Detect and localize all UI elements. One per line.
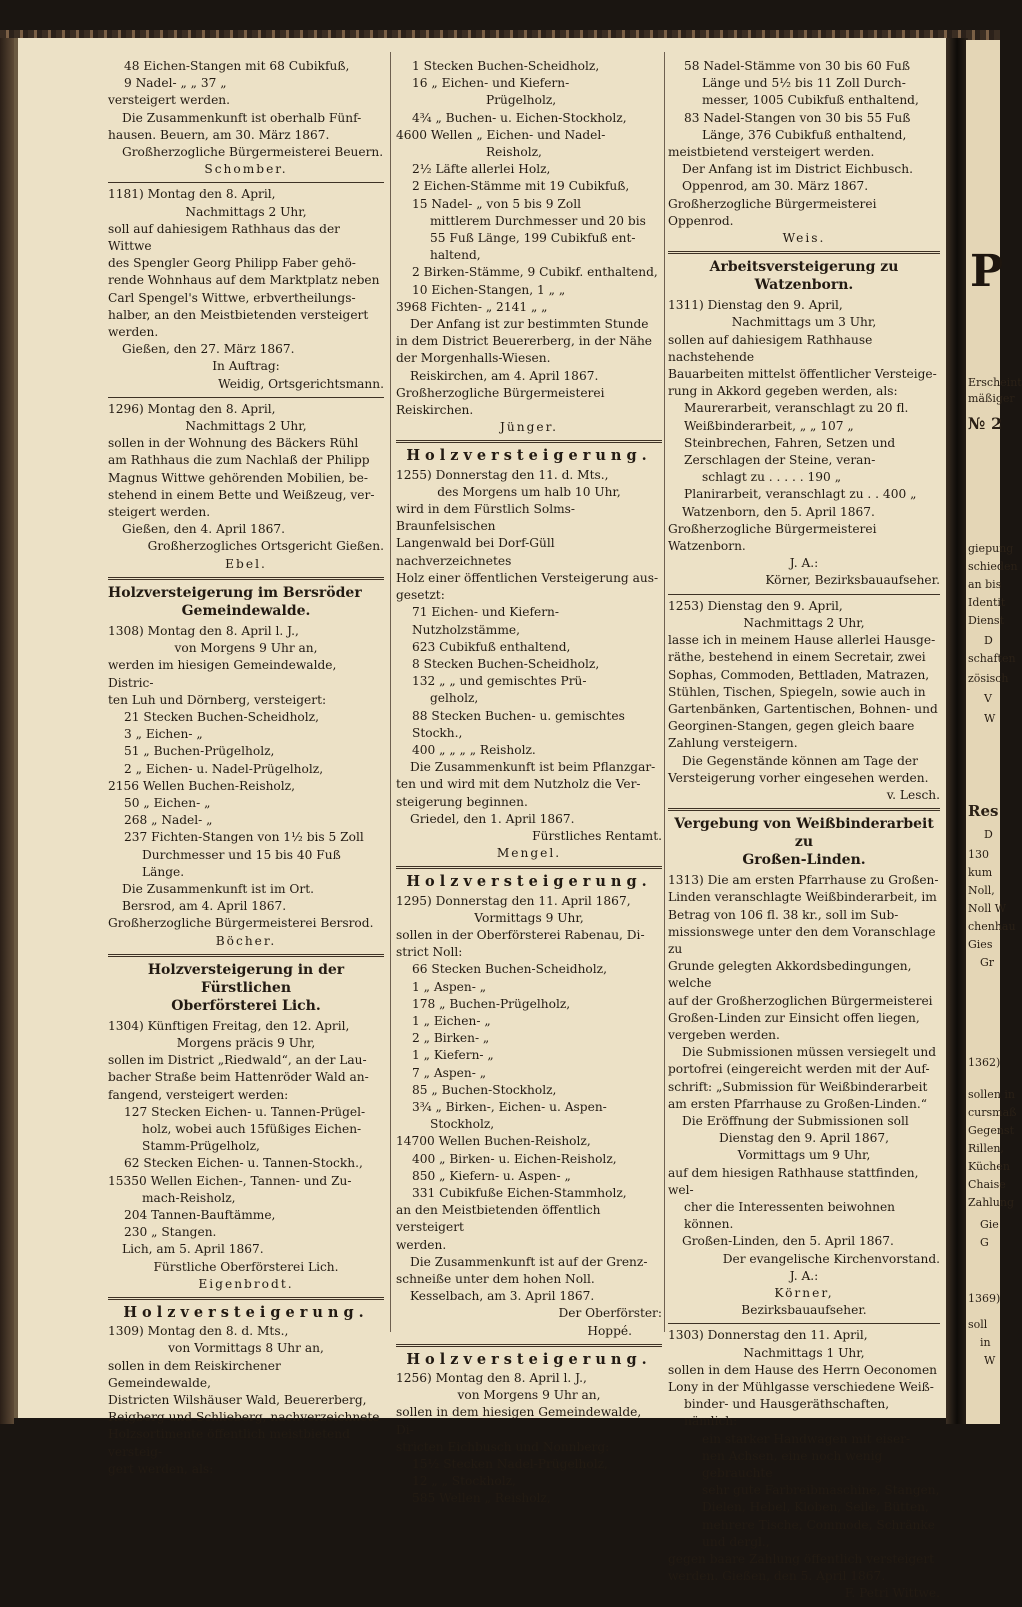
facing-page-fragment xyxy=(966,40,1022,1424)
text-line: Großherzogliche Bürgermeisterei Bersrod. xyxy=(108,916,374,931)
text-line: Großherzogliche Bürgermeisterei Watzenborn. xyxy=(668,521,877,554)
text-line: Georginen-Stangen, gegen gleich baare xyxy=(668,719,915,734)
list-item: Stockholz, xyxy=(430,1117,495,1132)
text-line: Morgens präcis 9 Uhr, xyxy=(176,1035,316,1050)
text-line: von Vormittags 8 Uhr an, xyxy=(168,1341,324,1356)
text-line: Grunde gelegten Akkordsbedingungen, welche xyxy=(668,959,912,991)
text-line: portofrei (eingereicht werden mit der Auf- xyxy=(668,1062,930,1077)
list-item: 62 Stecken Eichen- u. Tannen-Stockh., xyxy=(124,1156,363,1171)
text-line: Nachmittags 1 Uhr, xyxy=(743,1345,865,1360)
fragment-text: Gr xyxy=(980,956,995,969)
notice-1256 xyxy=(396,1351,662,1508)
text-line: Lich, am 5. April 1867. xyxy=(122,1242,264,1257)
list-item: 55 Fuß Länge, 199 Cubikfuß ent- xyxy=(430,231,636,246)
text-line: Reiskirchen, am 4. April 1867. xyxy=(410,368,599,383)
list-item: 15 Nadel- „ von 5 bis 9 Zoll xyxy=(412,196,582,211)
notice-number-line: 1253) Dienstag den 9. April, xyxy=(668,598,843,613)
list-item: 400 „ Birken- u. Eichen-Reisholz, xyxy=(412,1151,617,1166)
list-item: 66 Stecken Buchen-Scheidholz, xyxy=(412,962,607,977)
section-heading: Holzversteigerung. xyxy=(406,1350,652,1368)
list-item: 204 Tannen-Bauftämme, xyxy=(124,1207,276,1222)
text-line: Oppenrod, am 30. März 1867. xyxy=(682,179,869,194)
signature: Weidig, Ortsgerichtsmann. xyxy=(218,376,384,391)
text-line: Reigberg und Schlieberg, nachverzeichnete xyxy=(108,1410,380,1425)
fragment-text: giерung xyxy=(968,542,1014,555)
list-item: 51 „ Buchen-Prügelholz, xyxy=(124,744,275,759)
divider xyxy=(396,440,662,443)
text-line: des Spengler Georg Philipp Faber gehö- xyxy=(108,256,356,271)
text-line: Großherzogliche Bürgermeisterei Oppenrod. xyxy=(668,196,877,228)
fragment-text: in xyxy=(980,1336,991,1349)
text-line: vergeben werden. xyxy=(668,1027,780,1042)
text-line: 9 Nadel- „ „ 37 „ xyxy=(124,76,227,91)
divider xyxy=(668,594,940,595)
text-line: Gießen, den 4. April 1867. xyxy=(122,522,286,537)
list-item: 2 „ Birken- „ xyxy=(412,1031,490,1046)
notice-1311 xyxy=(668,258,940,589)
text-line: mehrere Tische, Commode, Schränke xyxy=(702,1517,935,1532)
text-line: Zahlung versteigern. xyxy=(668,736,798,751)
list-item: 230 „ Stangen. xyxy=(124,1225,217,1240)
section-heading: Großen-Linden. xyxy=(742,852,866,869)
list-item: 1 „ Kiefern- „ xyxy=(412,1048,494,1063)
fragment-text: Zahlung xyxy=(968,1196,1015,1209)
list-item: 2½ Läfte allerlei Holz, xyxy=(412,162,551,177)
signature: Hoppé. xyxy=(587,1323,632,1338)
fragment-text: Erscheint xyxy=(968,376,1022,389)
fragment-text: Gies xyxy=(968,938,993,951)
text-line: Dienstag den 9. April 1867, xyxy=(718,1131,890,1146)
notice-number-line: 1311) Dienstag den 9. April, xyxy=(668,298,843,313)
list-item: schlagt zu . . . . . 190 „ xyxy=(702,470,842,485)
text-line: Lony in der Mühlgasse verschiedene Weiß- xyxy=(668,1380,934,1395)
fragment-text: Küchen xyxy=(968,1160,1010,1173)
notice-1309 xyxy=(108,1304,384,1478)
text-line: meistbietend versteigert werden. xyxy=(668,145,875,160)
list-item: Weißbinderarbeit, „ „ 107 „ xyxy=(684,418,854,433)
divider xyxy=(108,954,384,957)
text-line: der Morgenhalls-Wiesen. xyxy=(396,351,551,366)
signature: Jünger. xyxy=(500,420,558,435)
text-line: Kesselbach, am 3. April 1867. xyxy=(410,1289,595,1304)
text-line: halber, an den Meistbietenden versteigert xyxy=(108,307,369,322)
list-item: 4¾ „ Buchen- u. Eichen-Stockholz, xyxy=(412,110,627,125)
fragment-text: Noll W xyxy=(968,902,1007,915)
column-3 xyxy=(668,58,940,1607)
text-line: Holz einer öffentlichen Versteigerung aus- xyxy=(396,570,659,585)
text-line: Stühlen, Tischen, Spiegeln, sowie auch in xyxy=(668,684,926,699)
text-line: Großherzogliches Ortsgericht Gießen. xyxy=(147,539,384,554)
list-item: 3 „ Eichen- „ xyxy=(124,727,203,742)
list-item: holz, wobei auch 15füßiges Eichen- xyxy=(142,1121,362,1136)
list-item: Zerschlagen der Steine, veran- xyxy=(684,453,876,468)
text-line: Gießen, den 27. März 1867. xyxy=(122,342,295,357)
text-line: Versteigerung vorher eingesehen werden. xyxy=(668,770,929,785)
text-line: Nachmittags um 3 Uhr, xyxy=(731,315,877,330)
text-line: Nachmittags 2 Uhr, xyxy=(185,204,307,219)
text-line: sollen in dem hiesigen Gemeindewalde, Di- xyxy=(396,1405,642,1437)
list-item: 331 Cubikfuße Eichen-Stammholz, xyxy=(412,1186,627,1200)
section-heading: Oberförsterei Lich. xyxy=(171,997,321,1014)
masthead-initial: P xyxy=(970,246,1004,297)
text-line: Betrag von 106 fl. 38 kr., soll im Sub- xyxy=(668,907,899,922)
list-item: Länge, 376 Cubikfuß enthaltend, xyxy=(702,127,907,142)
text-line: auf dem hiesigen Rathhause stattfinden, wel- xyxy=(668,1165,919,1197)
text-line: gesetzt: xyxy=(396,588,445,603)
list-item: 2 „ Eichen- u. Nadel-Prügelholz, xyxy=(124,761,324,776)
text-line: ein starker Handwagen mit eiser- xyxy=(702,1431,911,1446)
text-line: schrift: „Submission für Weißbinderarbeit xyxy=(668,1079,928,1094)
list-item: Maurerarbeit, veranschlagt zu 20 fl. xyxy=(684,401,909,416)
text-line: Der Anfang ist zur bestimmten Stunde xyxy=(410,317,649,332)
notice-1308 xyxy=(108,584,384,950)
fragment-text: V xyxy=(984,692,992,705)
text-line: Großherzogliche Bürgermeisterei Beuern. xyxy=(122,145,384,160)
text-line: schneiße unter dem hohen Noll. xyxy=(396,1272,595,1287)
text-line: Die Zusammenkunft ist beim Pflanzgar- xyxy=(410,760,656,775)
text-line: an den Meistbietenden öffentlich versteigert xyxy=(396,1203,601,1235)
list-item: 400 „ „ „ „ Reisholz. xyxy=(412,742,536,757)
text-line: Sophas, Commoden, Bettladen, Matrazen, xyxy=(668,667,930,682)
text-line: werden. Gießen, den 5. April 1867. xyxy=(668,1569,886,1584)
text-line: sollen in der Wohnung des Bäckers Rühl xyxy=(108,436,359,451)
signature: Weis. xyxy=(782,231,826,246)
text-line: rung in Akkord gegeben werden, als: xyxy=(668,384,898,399)
fragment-text: sollen in xyxy=(968,1088,1015,1101)
column-divider-2 xyxy=(664,52,665,1332)
list-item: Durchmesser und 15 bis 40 Fuß xyxy=(142,847,341,862)
list-item: Stamm-Prügelholz, xyxy=(142,1139,260,1154)
fragment-text: № 2 xyxy=(968,414,1003,433)
text-line: bacher Straße beim Hattenröder Wald an- xyxy=(108,1070,369,1085)
text-line: steigerung beginnen. xyxy=(396,794,528,809)
list-item: 2156 Wellen Buchen-Reisholz, xyxy=(108,778,295,793)
fragment-text: G xyxy=(980,1236,989,1249)
section-heading: Arbeitsversteigerung zu Watzenborn. xyxy=(709,259,899,294)
section-heading: Holzversteigerung im Bersröder xyxy=(108,584,362,601)
text-line: 48 Eichen-Stangen mit 68 Cubikfuß, xyxy=(124,59,350,73)
text-line: sollen im District „Riedwald“, an der Lau- xyxy=(108,1053,367,1068)
list-item: 1 „ Aspen- „ xyxy=(412,979,487,994)
section-heading: Holzversteigerung. xyxy=(406,447,652,465)
text-line: Nachmittags 2 Uhr, xyxy=(743,615,865,630)
text-line: am Rathhaus die zum Nachlaß der Philipp xyxy=(108,453,370,468)
section-heading: Holzversteigerung. xyxy=(123,1304,369,1321)
text-line: und dergl., xyxy=(702,1534,770,1549)
fragment-text: D xyxy=(984,828,993,841)
notice-1255 xyxy=(396,447,662,862)
list-item: 237 Fichten-Stangen von 1½ bis 5 Zoll xyxy=(124,830,364,845)
text-line: stehend in einem Bette und Weißzeug, ver- xyxy=(108,487,375,502)
list-item: 21 Stecken Buchen-Scheidholz, xyxy=(124,709,319,724)
text-line: Die Eröffnung der Submissionen soll xyxy=(682,1113,909,1128)
text-line: Linden veranschlagte Weißbinderarbeit, im xyxy=(668,890,937,905)
list-item: mittlerem Durchmesser und 20 bis xyxy=(430,213,646,228)
signature: Körner, xyxy=(774,1286,834,1300)
text-line: sollen auf dahiesigem Rathhause nachstehende xyxy=(668,332,873,364)
signature: Schomber. xyxy=(204,162,288,177)
book-left-edge xyxy=(0,38,14,1424)
notice-1181 xyxy=(108,186,384,392)
column-divider-1 xyxy=(390,52,391,1332)
notice-reiskirchen xyxy=(396,58,662,436)
section-heading: Gemeindewalde. xyxy=(181,602,311,619)
notice-number-line: 1313) Die am ersten Pfarrhause zu Großen- xyxy=(668,873,939,888)
text-line: binder- und Hausgeräthschaften, nämlich: xyxy=(684,1397,890,1429)
list-item: 585 Wellen „ Reisholz, xyxy=(412,1491,551,1506)
fragment-text: Identit xyxy=(968,596,1006,609)
list-item: Planirarbeit, veranschlagt zu . . 400 „ xyxy=(684,487,917,502)
list-item: 178 „ Buchen-Prügelholz, xyxy=(412,996,571,1011)
list-item: Länge. xyxy=(142,864,185,879)
notice-number-line: 1296) Montag den 8. April, xyxy=(108,401,276,416)
text-line: Holzsortimente öffentlich meistbietend versteig- xyxy=(108,1427,350,1459)
list-item: 15350 Wellen Eichen-, Tannen- und Zu- xyxy=(108,1173,352,1188)
text-line: sehr gute Farbreibmaschine, Stangen, xyxy=(702,1483,940,1498)
fragment-text: cursmaß xyxy=(968,1106,1017,1119)
text-line: des Morgens um halb 10 Uhr, xyxy=(437,484,621,499)
column-1 xyxy=(108,58,384,1482)
notice-number-line: 1303) Donnerstag den 11. April, xyxy=(668,1328,868,1343)
signature-title: Bezirksbauaufseher. xyxy=(741,1303,867,1318)
list-item: 88 Stecken Buchen- u. gemischtes Stockh., xyxy=(412,708,625,740)
notice-1295 xyxy=(396,873,662,1339)
list-item: Länge und 5½ bis 11 Zoll Durch- xyxy=(702,76,906,91)
text-line: cher die Interessenten beiwohnen können. xyxy=(684,1199,896,1232)
fragment-text: 130 xyxy=(968,848,989,861)
notice-oppenrod xyxy=(668,58,940,247)
text-line: Langenwald bei Dorf-Güll nachverzeichnetes xyxy=(396,536,555,568)
text-line: In Auftrag: xyxy=(212,359,280,374)
list-item: 132 „ „ und gemischtes Prü- xyxy=(412,674,587,689)
text-line: fangend, versteigert werden: xyxy=(108,1087,289,1102)
text-line: am ersten Pfarrhause zu Großen-Linden.“ xyxy=(668,1096,927,1111)
text-line: strict Noll: xyxy=(396,945,463,960)
fragment-text: Gie xyxy=(980,1218,999,1231)
list-item: 85 „ Buchen-Stockholz, xyxy=(412,1082,557,1097)
text-line: lasse ich in meinem Hause allerlei Hausge- xyxy=(668,633,936,648)
list-item: 10 Eichen-Stangen, 1 „ „ xyxy=(412,282,566,297)
section-heading: Holzversteigerung. xyxy=(406,873,652,891)
fragment-text: an bis xyxy=(968,578,1002,591)
text-line: rende Wohnhaus auf dem Marktplatz neben xyxy=(108,273,380,288)
notice-1303 xyxy=(668,1327,940,1602)
text-line: Carl Spengel's Wittwe, erbvertheilungs- xyxy=(108,290,356,305)
text-line: Dielen, Hebel, Kloben, Seile, Bütten, xyxy=(702,1500,929,1515)
text-line: werden. xyxy=(108,325,159,340)
text-line: räthe, bestehend in einem Secretair, zwei xyxy=(668,650,926,665)
fragment-text: mäßiger xyxy=(968,392,1015,405)
text-line: versteigert werden. xyxy=(108,93,231,108)
text-line: Districten Wilshäuser Wald, Beuererberg, xyxy=(108,1393,367,1408)
fragment-text: Gegenst xyxy=(968,1124,1014,1137)
fragment-text: Rillen, xyxy=(968,1142,1004,1155)
text-line: stricten Eichbusch und Nonnberg: xyxy=(396,1439,610,1454)
signature: Körner, Bezirksbauaufseher. xyxy=(765,573,940,588)
text-line: Bersrod, am 4. April 1867. xyxy=(122,899,287,914)
notice-number-line: 1309) Montag den 8. d. Mts., xyxy=(108,1324,289,1339)
signature: v. Lesch. xyxy=(886,787,940,802)
text-line: in dem District Beuererberg, in der Nähe xyxy=(396,334,653,349)
text-line: Großen-Linden, den 5. April 1867. xyxy=(682,1234,894,1249)
notice-1313 xyxy=(668,815,940,1319)
notice-number-line: 1295) Donnerstag den 11. April 1867, xyxy=(396,893,631,908)
text-line: Die Zusammenkunft ist im Ort. xyxy=(122,881,314,896)
list-item: 127 Stecken Eichen- u. Tannen-Prügel- xyxy=(124,1104,366,1119)
text-line: Der Anfang ist im District Eichbusch. xyxy=(682,162,913,177)
list-item: 7 „ Aspen- „ xyxy=(412,1065,487,1080)
fragment-text: 1369) xyxy=(968,1292,1001,1305)
fragment-text: 1362) xyxy=(968,1056,1001,1069)
fragment-text: schieden xyxy=(968,560,1018,573)
list-item: 268 „ Nadel- „ xyxy=(124,813,213,828)
fragment-text: Res xyxy=(968,802,999,820)
text-line: Der Oberförster: xyxy=(558,1306,662,1321)
fragment-text: W xyxy=(984,1354,996,1367)
text-line: wird in dem Fürstlich Solms-Braunfelsischen xyxy=(396,502,576,534)
list-item: 15½ Stecken Nadel-Prügelholz, xyxy=(412,1457,608,1472)
notice-1304 xyxy=(108,961,384,1293)
list-item: Reisholz, xyxy=(486,145,542,160)
list-item: 8 Stecken Buchen-Scheidholz, xyxy=(412,656,600,671)
text-line: von Morgens 9 Uhr an, xyxy=(174,641,318,656)
fragment-text: D xyxy=(984,634,993,647)
list-item: 16 „ Eichen- und Kiefern- xyxy=(412,76,570,91)
fragment-text: chenhau xyxy=(968,920,1016,933)
divider xyxy=(668,808,940,811)
fragment-text: W xyxy=(984,712,996,725)
notice-number-line: 1256) Montag den 8. April l. J., xyxy=(396,1371,587,1386)
divider xyxy=(108,1297,384,1300)
text-line: steigert werden. xyxy=(108,505,211,520)
fragment-text: soll xyxy=(968,1318,988,1331)
text-line: sollen in der Oberförsterei Rabenau, Di- xyxy=(396,927,645,942)
fragment-text: Chaise xyxy=(968,1178,1006,1191)
notice-number-line: 1255) Donnerstag den 11. d. Mts., xyxy=(396,467,609,482)
list-item: 12 „ „ Stockholz, xyxy=(412,1474,516,1489)
list-item: messer, 1005 Cubikfuß enthaltend, xyxy=(702,93,919,108)
list-item: gelholz, xyxy=(430,691,479,706)
section-heading: Holzversteigerung in der Fürstlichen xyxy=(147,961,345,996)
fragment-text: Dienst xyxy=(968,614,1004,627)
divider xyxy=(108,577,384,580)
list-item: 623 Cubikfuß enthaltend, xyxy=(412,639,571,654)
text-line: missionswege unter den dem Voranschlage zu xyxy=(668,924,936,956)
text-line: Gartenbänken, Gartentischen, Bohnen- und xyxy=(668,701,938,716)
text-line: Die Zusammenkunft ist oberhalb Fünf- xyxy=(122,110,362,125)
text-line: Fürstliche Oberförsterei Lich. xyxy=(153,1259,339,1274)
list-item: 71 Eichen- und Kiefern-Nutzholzstämme, xyxy=(412,605,560,637)
list-item: 50 „ Eichen- „ xyxy=(124,795,211,810)
text-line: Griedel, den 1. April 1867. xyxy=(410,811,575,826)
list-item: Steinbrechen, Fahren, Setzen und xyxy=(684,435,896,450)
divider xyxy=(396,866,662,869)
signature: Böcher. xyxy=(215,933,277,948)
list-item: 1 „ Eichen- „ xyxy=(412,1013,491,1028)
text-line: Die Submissionen müssen versiegelt und xyxy=(682,1045,937,1060)
list-item: 4600 Wellen „ Eichen- und Nadel- xyxy=(396,127,606,142)
list-item: 58 Nadel-Stämme von 30 bis 60 Fuß xyxy=(684,59,911,73)
text-line: gert werden, als: xyxy=(108,1461,214,1476)
notice-number-line: 1308) Montag den 8. April l. J., xyxy=(108,623,299,638)
text-line: gegen baare Zahlung öffentlich versteigert xyxy=(668,1552,935,1567)
list-item: 2 Birken-Stämme, 9 Cubikf. enthaltend, xyxy=(412,265,658,280)
list-item: 850 „ Kiefern- u. Aspen- „ xyxy=(412,1168,571,1183)
text-line: ten und wird mit dem Nutzholz die Ver- xyxy=(396,777,641,792)
divider xyxy=(396,1344,662,1347)
text-line: hausen. Beuern, am 30. März 1867. xyxy=(108,127,330,142)
text-line: sollen in dem Reiskirchener Gemeindewalde, xyxy=(108,1358,281,1390)
divider xyxy=(108,397,384,398)
notice-1296 xyxy=(108,401,384,573)
text-line: Großherzogliche Bürgermeisterei Reiskirchen. xyxy=(396,385,605,418)
notice-beuern xyxy=(108,58,384,178)
list-item: Prügelholz, xyxy=(486,93,557,108)
text-line: Fürstliches Rentamt. xyxy=(532,828,662,843)
list-item: haltend, xyxy=(430,248,481,263)
divider xyxy=(668,1323,940,1324)
fragment-text: schaften xyxy=(968,652,1016,665)
text-line: Die Zusammenkunft ist auf der Grenz- xyxy=(410,1254,648,1269)
text-line: Vormittags 9 Uhr, xyxy=(474,910,584,925)
text-line: auf der Großherzoglichen Bürgermeisterei xyxy=(668,993,933,1008)
signature: F. Petri Wittwe. xyxy=(844,1586,940,1601)
text-line: Bauarbeiten mittelst öffentlicher Versteige- xyxy=(668,367,937,382)
text-line: Watzenborn, den 5. April 1867. xyxy=(682,504,875,519)
list-item: 83 Nadel-Stangen von 30 bis 55 Fuß xyxy=(684,110,911,125)
text-line: Magnus Wittwe gehörenden Mobilien, be- xyxy=(108,470,368,485)
notice-number-line: 1304) Künftigen Freitag, den 12. April, xyxy=(108,1018,350,1033)
notice-number-line: 1181) Montag den 8. April, xyxy=(108,187,276,202)
text-line: Die Gegenstände können am Tage der xyxy=(682,753,918,768)
text-line: soll auf dahiesigem Rathhaus das der Wittwe xyxy=(108,221,340,254)
list-item: 3¾ „ Birken-, Eichen- u. Aspen- xyxy=(412,1099,607,1114)
list-item: 2 Eichen-Stämme mit 19 Cubikfuß, xyxy=(412,179,630,194)
text-line: Nachmittags 2 Uhr, xyxy=(185,419,307,434)
column-2 xyxy=(396,58,662,1512)
text-line: nen Achsen, eine noch wenig gebrauchte xyxy=(702,1448,883,1481)
text-line: Der evangelische Kirchenvorstand. xyxy=(722,1251,940,1266)
list-item: 14700 Wellen Buchen-Reisholz, xyxy=(396,1134,591,1149)
fragment-text: kum xyxy=(968,866,993,879)
text-line: Großen-Linden zur Einsicht offen liegen, xyxy=(668,1010,920,1025)
fragment-text: zösisch xyxy=(968,672,1009,685)
text-line: J. A.: xyxy=(789,556,819,571)
fragment-text: Noll, xyxy=(968,884,995,897)
list-item: 3968 Fichten- „ 2141 „ „ xyxy=(396,299,548,314)
book-gutter xyxy=(946,38,968,1424)
text-line: sollen in dem Hause des Herrn Oeconomen xyxy=(668,1362,938,1377)
text-line: werden im hiesigen Gemeindewalde, Distric- xyxy=(108,658,337,690)
signature: Mengel. xyxy=(496,846,562,861)
list-item: 1 Stecken Buchen-Scheidholz, xyxy=(412,59,600,73)
text-line: von Morgens 9 Uhr an, xyxy=(457,1388,601,1403)
divider xyxy=(108,182,384,183)
text-line: werden. xyxy=(396,1237,447,1252)
section-heading: Vergebung von Weißbinderarbeit zu xyxy=(674,816,934,851)
signature: Ebel. xyxy=(225,556,267,571)
list-item: mach-Reisholz, xyxy=(142,1190,236,1205)
text-line: Vormittags um 9 Uhr, xyxy=(737,1148,871,1163)
text-line: J. A.: xyxy=(789,1268,819,1283)
notice-1253 xyxy=(668,598,940,804)
signature: Eigenbrodt. xyxy=(198,1276,294,1291)
divider xyxy=(668,251,940,254)
text-line: ten Luh und Dörnberg, versteigert: xyxy=(108,692,327,707)
